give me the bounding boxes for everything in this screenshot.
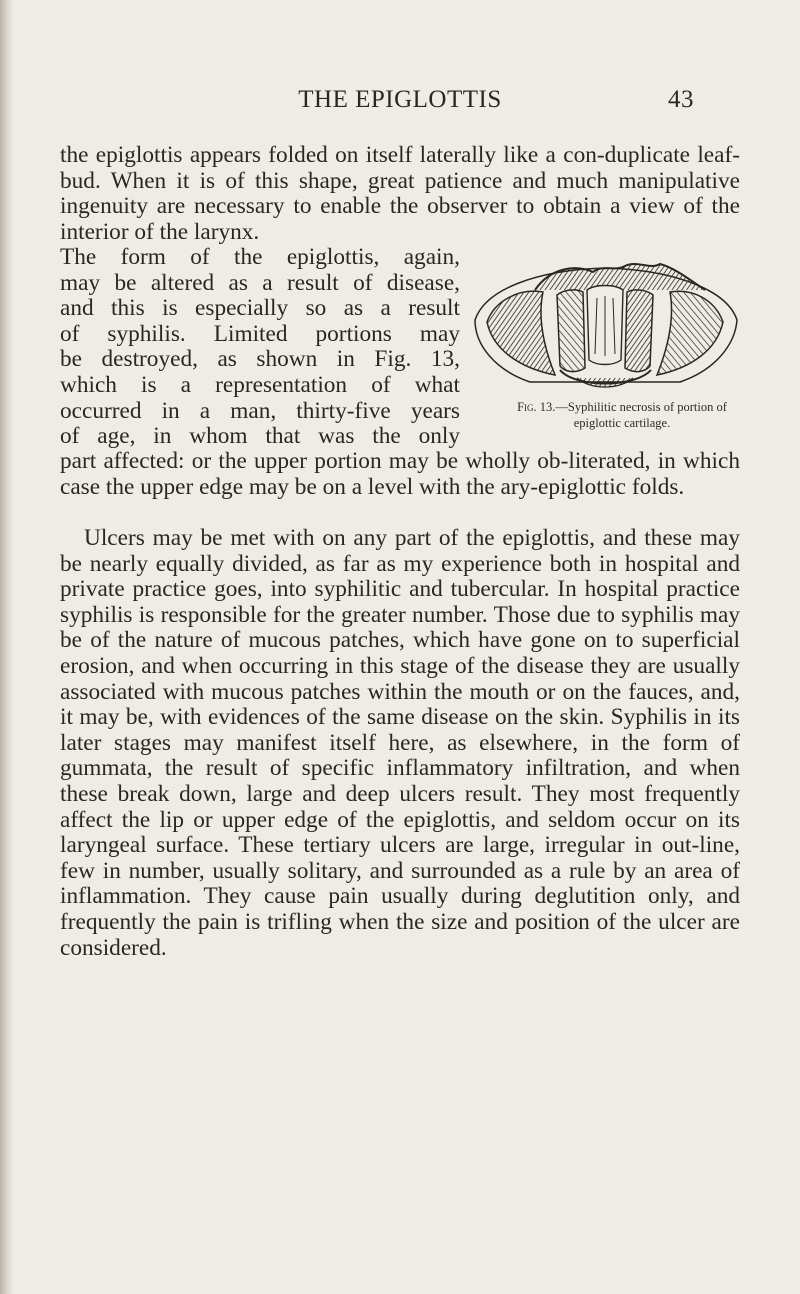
wrapped-text-line: of age, in whom that was the only — [60, 424, 460, 450]
wrapped-text-line: be destroyed, as shown in Fig. 13, — [60, 347, 460, 373]
paragraph-1: the epiglottis appears folded on itself laterally like a con-duplicate leaf-bud. When it is of this shape, great patience and much manipulative ingenuity are necessary to enable the observer to obtain a view of the interior of the larynx. — [60, 142, 740, 245]
figure-epiglottis-illustration — [465, 250, 745, 390]
running-head — [0, 86, 800, 120]
page-binding-edge — [0, 0, 14, 1294]
running-title: THE EPIGLOTTIS — [298, 86, 502, 113]
wrapped-text-line: of syphilis. Limited portions may — [60, 321, 460, 347]
figure-caption — [496, 399, 748, 431]
figure-label: Fig. 13. — [517, 400, 556, 414]
wrapped-text-line: occurred in a man, thirty-five years — [60, 398, 460, 424]
wrapped-text-line: may be altered as a result of disease, — [60, 270, 460, 296]
paragraph-3: Ulcers may be met with on any part of the epiglottis, and these may be nearly equally divided, as far as my experience both in hospital and private practice goes, into syphilitic and tubercular. In hospital practice syphilis is responsible for the greater number. Those due to syphilis may be of the nature of mucous patches, which have gone on to superficial erosion, and when occurring in this stage of the disease they are usually associated with mucous patches within the mouth or on the fauces, and, it may be, with evidences of the same disease on the skin. Syphilis in its later stages may manifest itself here, as elsewhere, in the form of gummata, the result of specific inflammatory infiltration, and when these break down, large and deep ulcers result. They most frequently affect the lip or upper edge of the epiglottis, and seldom occur on its laryngeal surface. These tertiary ulcers are large, irregular in out-line, few in number, usually solitary, and surrounded as a rule by an area of inflammation. They cause pain usually during deglutition only, and frequently the pain is trifling when the size and position of the ulcer are considered. — [60, 525, 740, 961]
figure-wrapped-text — [60, 245, 460, 450]
page-number: 43 — [668, 86, 694, 113]
epiglottis-engraving — [465, 250, 745, 390]
paragraph-2-continued: part affected: or the upper portion may be wholly ob-literated, in which case the upper edge may be on a level with the ary-epiglottic folds. — [60, 448, 740, 500]
wrapped-text-line: The form of the epiglottis, again, — [60, 245, 460, 270]
wrapped-text-line: and this is especially so as a result — [60, 296, 460, 322]
figure-caption-text: —Syphilitic necrosis of portion of epiglottic cartilage. — [555, 400, 727, 430]
wrapped-text-line: which is a representation of what — [60, 372, 460, 398]
